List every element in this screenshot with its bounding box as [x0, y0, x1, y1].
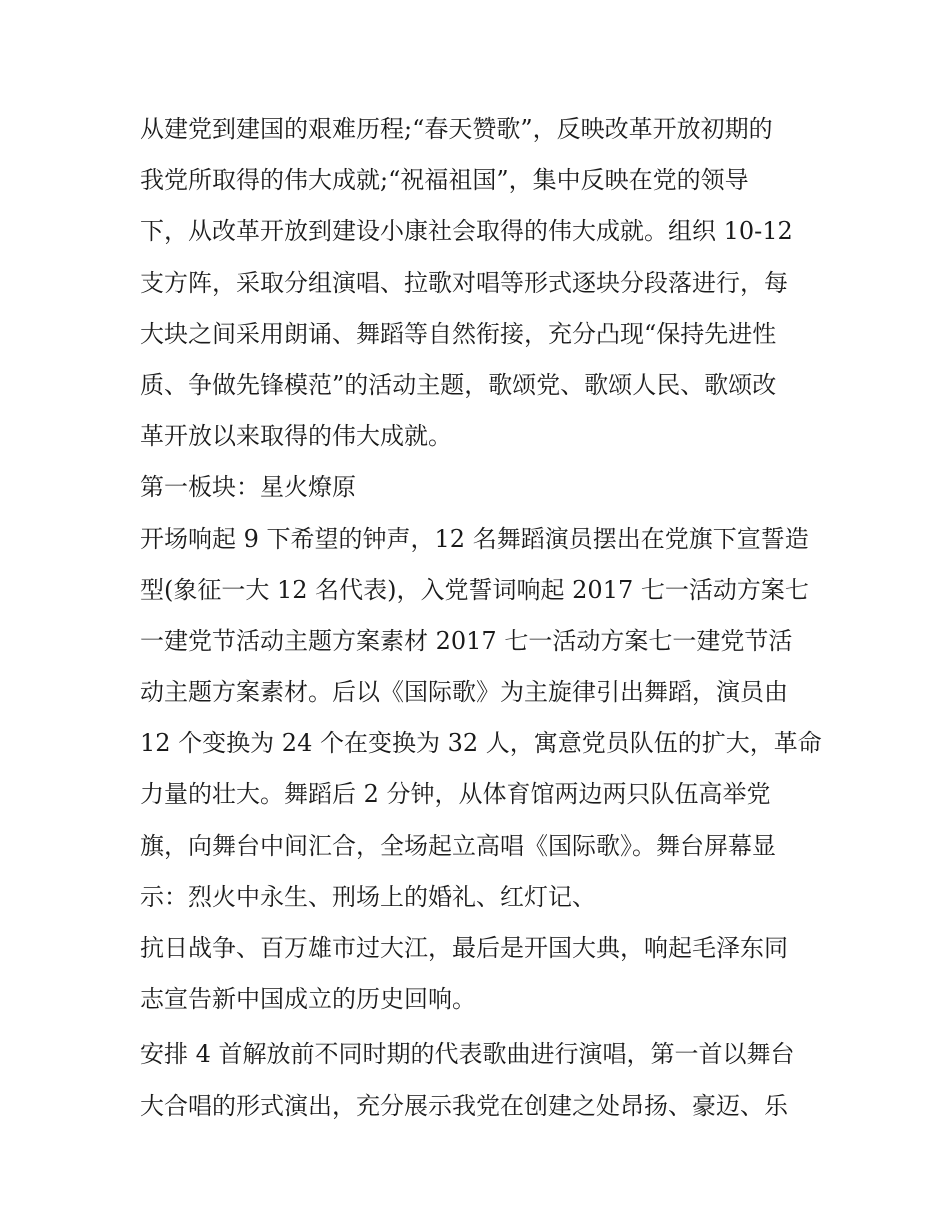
text-line: 抗日战争、百万雄市过大江，最后是开国大典，响起毛泽东同	[140, 934, 788, 962]
text-line: 安排 4 首解放前不同时期的代表歌曲进行演唱，第一首以舞台	[140, 1040, 795, 1069]
text-line: 动主题方案素材。后以《国际歌》为主旋律引出舞蹈，演员由	[140, 678, 788, 707]
text-line: 大合唱的形式演出，充分展示我党在创建之处昂扬、豪迈、乐	[140, 1091, 788, 1120]
text-line: 支方阵，采取分组演唱、拉歌对唱等形式逐块分段落进行，每	[140, 268, 788, 297]
text-line: 开场响起 9 下希望的钟声，12 名舞蹈演员摆出在党旗下宣誓造	[140, 524, 809, 553]
text-line: 旗，向舞台中间汇合，全场起立高唱《国际歌》。舞台屏幕显	[140, 831, 776, 860]
text-line: 志宣告新中国成立的历史回响。	[140, 985, 476, 1014]
text-line: 一建党节活动主题方案素材 2017 七一活动方案七一建党节活	[140, 626, 793, 655]
text-line: 从建党到建国的艰难历程;“春天赞歌”，反映改革开放初期的	[140, 115, 773, 143]
text-line: 12 个变换为 24 个在变换为 32 人，寓意党员队伍的扩大，革命	[140, 729, 822, 758]
section-heading: 第一板块：星火燎原	[140, 473, 356, 502]
text-line: 示：烈火中永生、刑场上的婚礼、红灯记、	[140, 882, 596, 911]
text-line: 质、争做先锋模范”的活动主题，歌颂党、歌颂人民、歌颂改	[140, 370, 777, 399]
text-line: 型(象征一大 12 名代表)，入党誓词响起 2017 七一活动方案七	[140, 575, 809, 604]
document-body	[140, 104, 830, 1132]
text-line: 力量的壮大。舞蹈后 2 分钟，从体育馆两边两只队伍高举党	[140, 780, 771, 809]
text-line: 下，从改革开放到建设小康社会取得的伟大成就。组织 10-12	[140, 217, 793, 246]
text-line: 我党所取得的伟大成就;“祝福祖国”，集中反映在党的领导	[140, 166, 749, 195]
text-line: 革开放以来取得的伟大成就。	[140, 422, 452, 451]
text-line: 大块之间采用朗诵、舞蹈等自然衔接，充分凸现“保持先进性	[140, 319, 777, 348]
